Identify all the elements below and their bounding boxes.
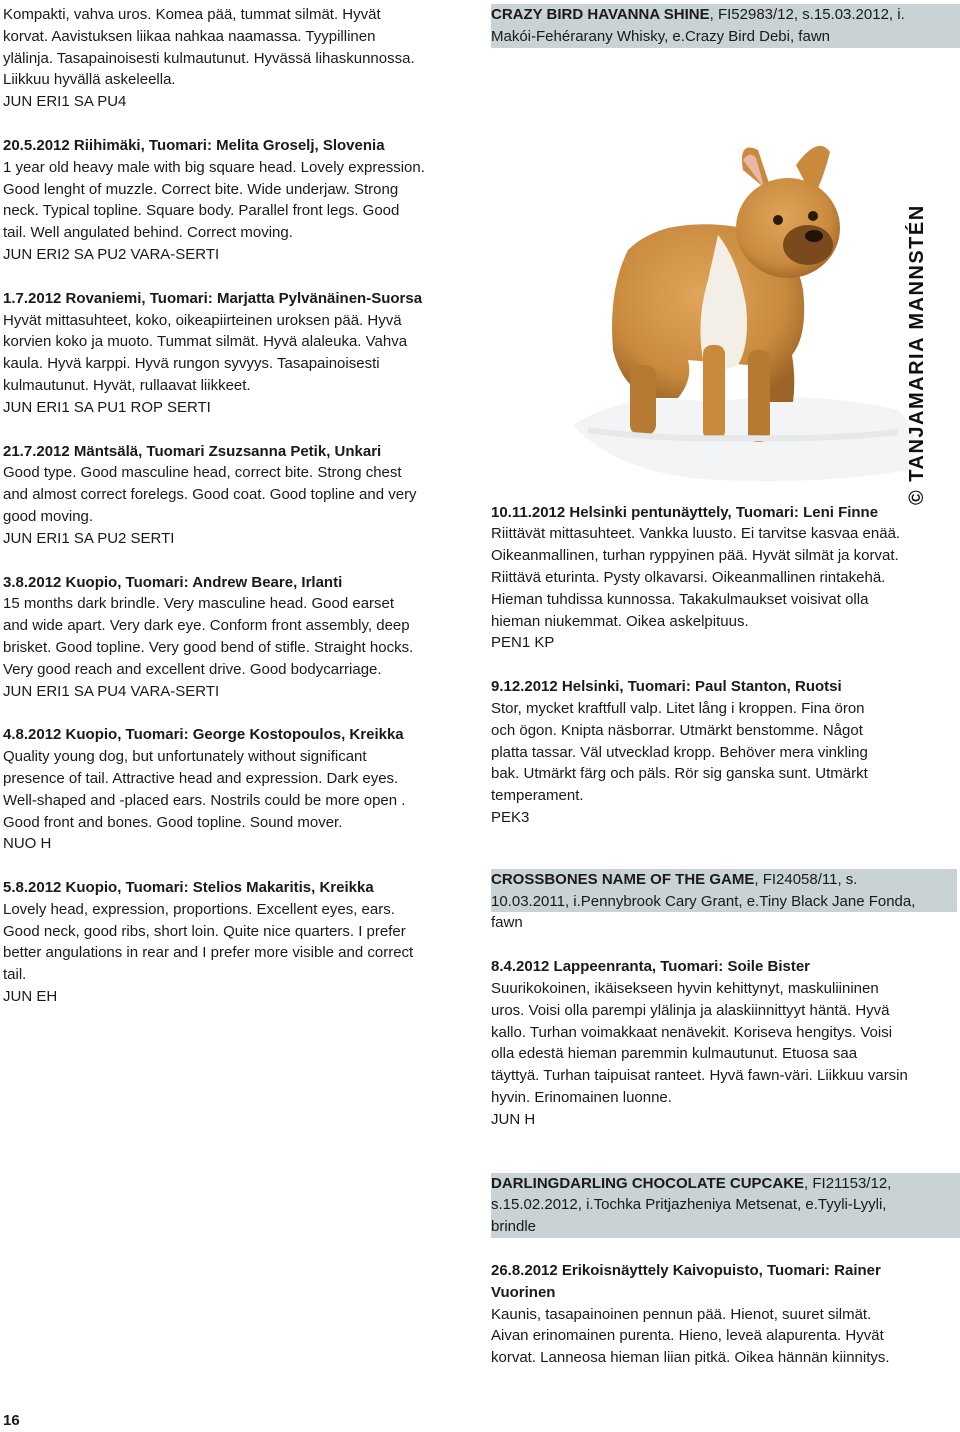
critique-line: korvat. Lanneosa hieman liian pitkä. Oikea hännän kiinnitys. — [491, 1349, 890, 1367]
show-result — [3, 135, 473, 266]
critique-line: neck. Typical topline. Square body. Parallel front legs. Good — [3, 202, 400, 220]
critique-line: och ögon. Knipta näsborrar. Utmärkt benstomme. Något — [491, 721, 863, 739]
show-heading: 21.7.2012 Mäntsälä, Tuomari Zsuzsanna Petik, Unkari — [3, 442, 382, 460]
critique-line: presence of tail. Attractive head and expression. Dark eyes. — [3, 769, 399, 787]
critique-line: Oikeanmallinen, turhan ryppyinen pää. Hyvät silmät ja korvat. — [491, 547, 899, 565]
page-number: 16 — [3, 1412, 20, 1429]
critique-line: JUN ERI1 SA PU2 SERTI — [3, 529, 175, 547]
critique-line: Kaunis, tasapainoinen pennun pää. Hienot, suuret silmät. — [491, 1305, 872, 1323]
critique-line: Good neck, good ribs, short loin. Quite nice quarters. I prefer — [3, 922, 406, 940]
dog-header-crossbones — [491, 869, 957, 913]
critique-line: Suurikokoinen, ikäisekseen hyvin kehittynyt, maskuliininen — [491, 979, 879, 997]
critique-line: Stor, mycket kraftfull valp. Litet lång i kroppen. Fina öron — [491, 699, 865, 717]
show-heading: 20.5.2012 Riihimäki, Tuomari: Melita Groselj, Slovenia — [3, 136, 385, 154]
dog-parents: Makói-Fehérarany Whisky, e.Crazy Bird Debi, fawn — [491, 27, 830, 45]
dog-reg: , FI24058/11, s. — [754, 870, 858, 888]
critique-line: Lovely head, expression, proportions. Excellent eyes, ears. — [3, 900, 395, 918]
critique-line: Riittävä eturinta. Pysty olkavarsi. Oikeanmallinen rintakehä. — [491, 568, 886, 586]
critique-line: kallo. Turhan voimakkaat nenävekit. Koriseva hengitys. Voisi — [491, 1023, 893, 1041]
show-heading: 26.8.2012 Erikoisnäyttely Kaivopuisto, Tuomari: Rainer — [491, 1261, 881, 1279]
show-heading: 4.8.2012 Kuopio, Tuomari: George Kostopoulos, Kreikka — [3, 726, 404, 744]
show-result — [491, 502, 957, 655]
dog-hind-leg — [630, 365, 656, 435]
results-dog1 — [491, 502, 957, 829]
critique-line: PEK3 — [491, 808, 530, 826]
dog-reg: , FI52983/12, s.15.03.2012, i. — [709, 6, 905, 23]
critique-line: korvien koko ja muoto. Tummat silmät. Hyvä alaleuka. Vahva — [3, 333, 408, 351]
critique-line: Kompakti, vahva uros. Komea pää, tummat silmät. Hyvät — [3, 6, 381, 23]
critique-line: hieman niukemmat. Oikea askelpituus. — [491, 612, 749, 630]
critique-line: Very good reach and excellent drive. Good bodycarriage. — [3, 660, 382, 678]
critique-line: Good type. Good masculine head, correct bite. Strong chest — [3, 464, 402, 482]
results-dog2 — [491, 956, 957, 1130]
critique-line: uros. Voisi olla parempi ylälinja ja alaskiinnittyyt häntä. Hyvä — [491, 1001, 890, 1019]
dog-name: DARLINGDARLING CHOCOLATE CUPCAKE — [491, 1174, 805, 1192]
show-heading: 5.8.2012 Kuopio, Tuomari: Stelios Makaritis, Kreikka — [3, 879, 374, 897]
critique-line: and almost correct forelegs. Good coat. Good topline and very — [3, 486, 417, 504]
critique-line: tail. — [3, 966, 27, 984]
critique-line: JUN EH — [3, 988, 58, 1006]
dog-color: brindle — [491, 1218, 537, 1236]
show-heading: 8.4.2012 Lappeenranta, Tuomari: Soile Bister — [491, 958, 810, 976]
dog-eye-right — [808, 211, 818, 221]
show-result — [491, 956, 957, 1130]
show-result — [3, 877, 473, 1008]
dog-parents: 10.03.2011, i.Pennybrook Cary Grant, e.Tiny Black Jane Fonda, — [491, 892, 916, 910]
dog-name: CRAZY BIRD HAVANNA SHINE — [491, 6, 710, 23]
show-result — [3, 288, 473, 419]
critique-line: PEN1 KP — [491, 634, 555, 652]
dog-muzzle — [783, 225, 833, 265]
left-column — [3, 4, 473, 1008]
critique-line: kaula. Hyvä karppi. Hyvä rungon syvyys. Tasapainoisesti — [3, 355, 380, 373]
dog-header-crazy-bird — [491, 4, 960, 48]
critique-line: Quality young dog, but unfortunately without significant — [3, 748, 367, 766]
show-result — [3, 441, 473, 550]
critique-line: JUN ERI2 SA PU2 VARA-SERTI — [3, 245, 220, 263]
critique-line: better angulations in rear and I prefer more visible and correct — [3, 944, 414, 962]
show-heading: 1.7.2012 Rovaniemi, Tuomari: Marjatta Pylvänäinen-Suorsa — [3, 289, 423, 307]
critique-line: good moving. — [3, 507, 94, 525]
dog-reg: , FI21153/12, — [804, 1174, 892, 1192]
critique-line: Well-shaped and -placed ears. Nostrils could be more open . — [3, 791, 406, 809]
dog-name: CROSSBONES NAME OF THE GAME — [491, 870, 755, 888]
dog-color: fawn — [491, 914, 523, 932]
critique-line: platta tassar. Väl utvecklad kropp. Behöver mera vinkling — [491, 743, 868, 761]
critique-line: ylälinja. Tasapainoisesti kulmautunut. Hyvässä lihaskunnossa. — [3, 49, 415, 67]
show-result — [491, 676, 957, 829]
critique-line: olla edestä hieman paremmin kulmautunut. Etuosa saa — [491, 1045, 858, 1063]
dog-head — [736, 178, 840, 278]
critique-line: JUN H — [491, 1110, 536, 1128]
critique-line: hyvin. Erinomainen luonne. — [491, 1088, 672, 1106]
dog-parents: s.15.02.2012, i.Tochka Pritjazheniya Metsenat, e.Tyyli-Lyyli, — [491, 1196, 887, 1214]
critique-line: bak. Utmärkt färg och päls. Rör sig ganska sunt. Utmärkt — [491, 765, 868, 783]
critique-line: tail. Well angulated behind. Correct moving. — [3, 224, 293, 242]
critique-line: and wide apart. Very dark eye. Conform front assembly, deep — [3, 617, 410, 635]
dog-photo — [568, 140, 960, 520]
critique-line: NUO H — [3, 835, 52, 853]
critique-line: Hyvät mittasuhteet, koko, oikeapiirteinen uroksen pää. Hyvä — [3, 311, 402, 329]
french-bulldog-illustration — [568, 140, 960, 520]
dog-eye-left — [773, 215, 783, 225]
critique-line: brisket. Good topline. Very good bend of stifle. Straight hocks. — [3, 638, 414, 656]
dog-front-leg-right — [748, 350, 770, 442]
photo-credit: © TANJAMARIA MANNSTÉN — [906, 204, 928, 505]
critique-line: JUN ERI1 SA PU1 ROP SERTI — [3, 398, 211, 416]
dog-nose — [805, 230, 823, 242]
critique-line: JUN ERI1 SA PU4 VARA-SERTI — [3, 682, 220, 700]
critique-line: Liikkuu hyvällä askeleella. — [3, 71, 176, 89]
critique-line: temperament. — [491, 787, 584, 805]
critique-line: Good front and bones. Good topline. Sound mover. — [3, 813, 343, 831]
dog-front-leg-left — [703, 345, 725, 440]
show-heading-cont: Vuorinen — [491, 1283, 556, 1301]
critique-line: Aivan erinomainen purenta. Hieno, leveä alapurenta. Hyvät — [491, 1327, 884, 1345]
results-dog3 — [491, 1260, 957, 1369]
critique-line: Good lenght of muzzle. Correct bite. Wide underjaw. Strong — [3, 180, 399, 198]
show-result — [3, 572, 473, 703]
show-heading: 10.11.2012 Helsinki pentunäyttely, Tuomari: Leni Finne — [491, 503, 879, 521]
critique-line: korvat. Aavistuksen liikaa nahkaa naamassa. Tyypillinen — [3, 27, 376, 45]
critique-line: 15 months dark brindle. Very masculine head. Good earset — [3, 595, 395, 613]
critique-line: Hieman tuhdissa kunnossa. Takakulmaukset voisivat olla — [491, 590, 869, 608]
critique-line: täyttyä. Turhan taipuisat ranteet. Hyvä fawn-väri. Liikkuu varsin — [491, 1067, 908, 1085]
show-result — [3, 724, 473, 855]
critique-line: 1 year old heavy male with big square head. Lovely expression. — [3, 158, 425, 176]
show-result — [491, 1260, 957, 1369]
critique-line: Riittävät mittasuhteet. Vankka luusto. Ei tarvitse kasvaa enää. — [491, 525, 901, 543]
critique-line: kulmautunut. Hyvät, rullaavat liikkeet. — [3, 376, 251, 394]
show-result — [3, 4, 473, 113]
critique-line: JUN ERI1 SA PU4 — [3, 93, 127, 111]
show-heading: 3.8.2012 Kuopio, Tuomari: Andrew Beare, Irlanti — [3, 573, 343, 591]
dog-header-darlingdarling — [491, 1173, 960, 1238]
show-heading: 9.12.2012 Helsinki, Tuomari: Paul Stanton, Ruotsi — [491, 678, 842, 696]
